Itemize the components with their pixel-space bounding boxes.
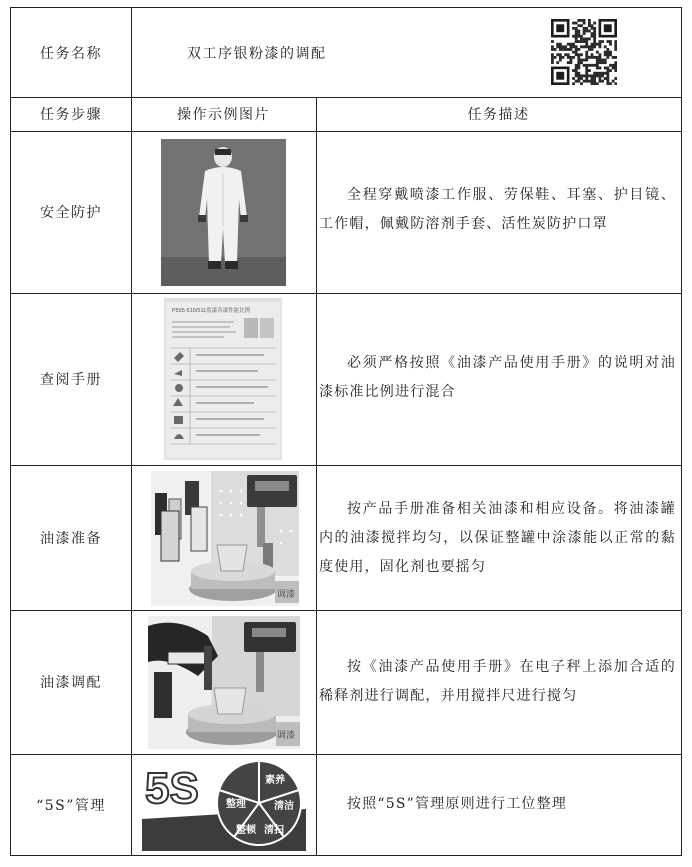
step-paint-mixing: 油漆调配: [40, 675, 102, 691]
5s-logo: [142, 759, 306, 851]
5s-segment-setting-order: 整顿: [236, 825, 256, 836]
qr-code-image[interactable]: [551, 19, 617, 85]
column-divider: [131, 8, 132, 855]
paint-preparation-photo: [151, 471, 299, 606]
step-safety-protection: 安全防护: [40, 205, 102, 221]
description-safety-protection: 全程穿戴喷漆工作服、劳保鞋、耳塞、护目镜、工作帽，佩戴防溶剂手套、活性炭防护口罩: [319, 187, 676, 232]
column-header-image: 操作示例图片: [177, 107, 270, 123]
description-paint-mixing: 按《油漆产品使用手册》在电子秤上添加合适的稀释剂进行调配，并用搅拌尺进行搅匀: [319, 659, 676, 704]
5s-segment-sorting: 整理: [226, 799, 246, 810]
column-header-step: 任务步骤: [40, 107, 102, 123]
task-table: [10, 7, 682, 856]
step-paint-preparation: 油漆准备: [40, 530, 102, 547]
paint-manual-photo: [164, 298, 282, 460]
column-divider: [316, 97, 317, 855]
task-name-value: 双工序银粉漆的调配: [187, 45, 327, 62]
5s-segment-cleanliness: 清洁: [274, 801, 294, 812]
column-header-description: 任务描述: [467, 107, 530, 123]
task-name-label: 任务名称: [40, 45, 102, 62]
5s-logo-title: 5S: [145, 764, 199, 813]
paint-mixing-sign-2: 调漆: [277, 730, 296, 740]
description-5s-management: 按照“5S”管理原则进行工位整理: [347, 796, 568, 812]
5s-segment-sweeping: 清扫: [264, 825, 284, 836]
step-consult-manual: 查阅手册: [40, 372, 102, 388]
paint-mixing-sign: 调漆: [277, 589, 296, 599]
5s-segment-literacy: 素养: [265, 775, 285, 786]
manual-heading: P565-510/511底漆各漆性能比例: [172, 308, 251, 314]
description-paint-preparation: 按产品手册准备相关油漆和相应设备。将油漆罐内的油漆搅拌均匀，以保证整罐中涂漆能以正常的黏度使用，固化剂也要摇匀: [319, 501, 676, 575]
description-consult-manual: 必须严格按照《油漆产品使用手册》的说明对油漆标准比例进行混合: [319, 355, 676, 400]
paint-mixing-photo: [148, 616, 300, 749]
step-5s-management: “5S”管理: [36, 797, 106, 814]
protective-suit-photo: [161, 139, 286, 286]
